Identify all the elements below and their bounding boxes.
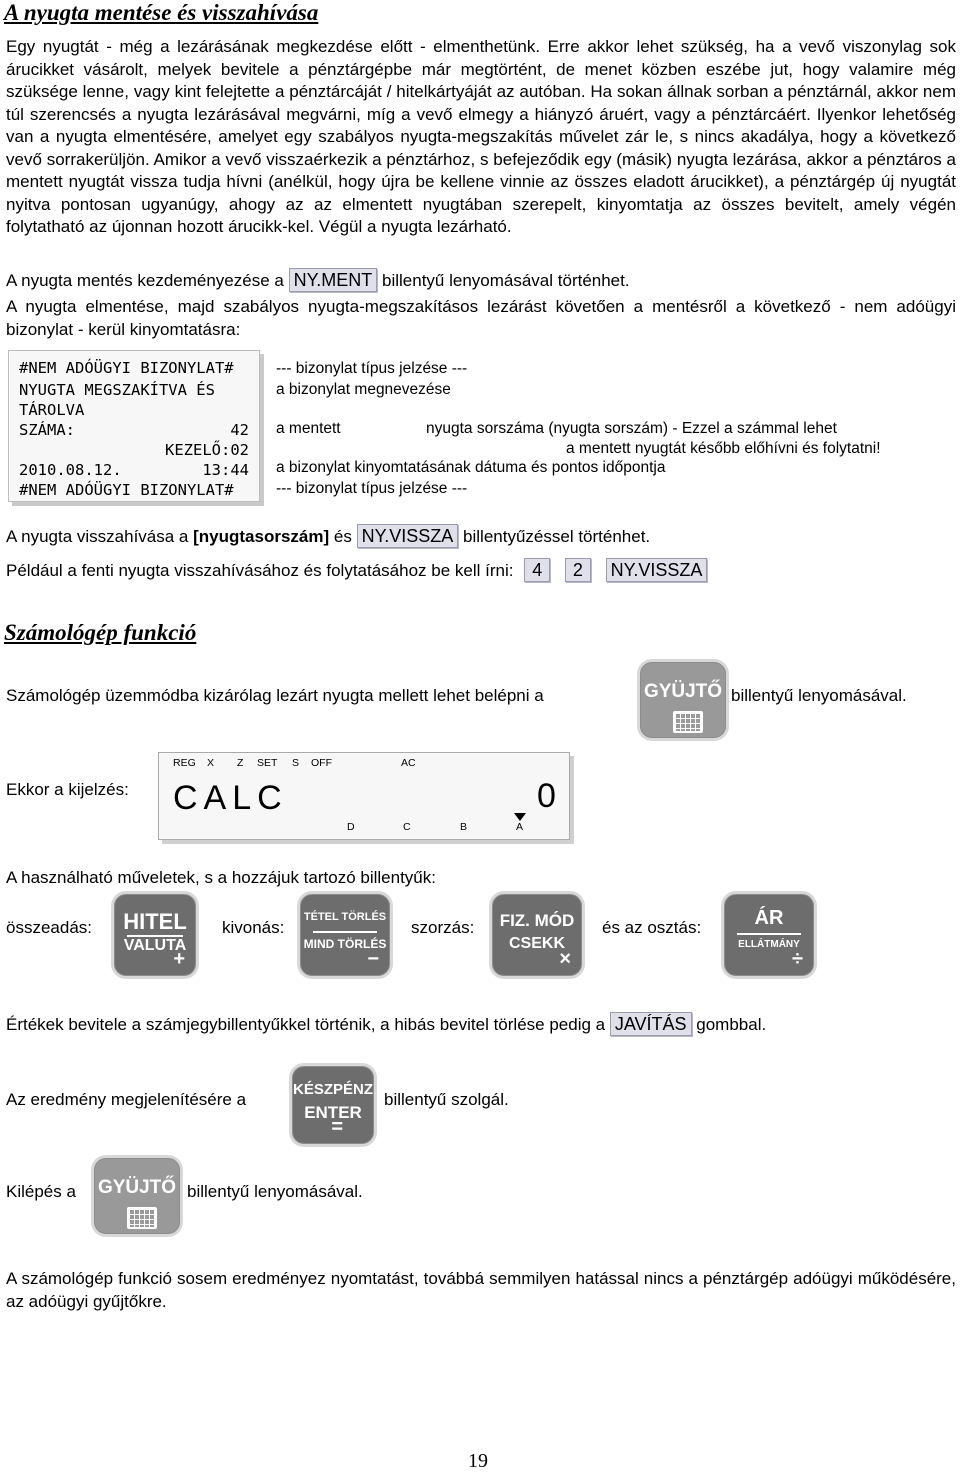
note-type-end: --- bizonylat típus jelzése --- xyxy=(276,480,468,497)
ops-intro: A használható műveletek, s a hozzájuk tartozó billentyűk: xyxy=(6,868,436,887)
keszpenz-label: KÉSZPÉNZ xyxy=(293,1081,374,1098)
fiz-mod-label: FIZ. MÓD xyxy=(499,911,575,930)
ny-vissza-key: NY.VISSZA xyxy=(357,524,459,548)
receipt-operator: KEZELŐ:02 xyxy=(165,441,249,459)
key-separator xyxy=(313,931,377,933)
lcd-ind-s: S xyxy=(292,757,300,769)
receipt-number-label: SZÁMA: xyxy=(19,421,75,439)
enter-calc-after: billentyű lenyomásával. xyxy=(731,686,907,705)
lcd-ind-c: C xyxy=(403,821,411,833)
save-line-after: billentyű lenyomásával történhet. xyxy=(382,271,630,290)
key-separator xyxy=(737,933,801,935)
gyujto-key-exit-label: GYÜJTŐ xyxy=(97,1177,177,1198)
hitel-valuta-key xyxy=(114,894,196,976)
result-after: billentyű szolgál. xyxy=(384,1090,509,1109)
mul-label: szorzás: xyxy=(411,918,475,937)
ny-ment-key: NY.MENT xyxy=(289,268,378,292)
gyujto-key-exit xyxy=(94,1158,180,1234)
input-before: Értékek bevitele a számjegybillentyűkkel történik, a hibás bevitel törlése pedig a xyxy=(6,1015,606,1034)
receipt-sample xyxy=(8,350,260,502)
lcd-ind-x: X xyxy=(207,757,215,769)
javitas-key: JAVÍTÁS xyxy=(610,1012,692,1036)
ny-vissza-key-example: NY.VISSZA xyxy=(606,558,708,582)
section-title-calculator: Számológép funkció xyxy=(4,620,197,645)
lcd-ind-d: D xyxy=(347,821,355,833)
equals-icon: = xyxy=(331,1116,343,1138)
recall-after: billentyűzéssel történhet. xyxy=(463,527,651,546)
recall-example-text: Például a fenti nyugta visszahívásához és folytatásához be kell írni: xyxy=(6,561,514,580)
lcd-display xyxy=(158,752,570,840)
note-recall: a mentett nyugtát később előhívni és folytatni! xyxy=(566,440,881,457)
lcd-cursor-triangle xyxy=(514,813,526,821)
page-number: 19 xyxy=(468,1450,488,1472)
note-date: a bizonylat kinyomtatásának dátuma és pontos időpontja xyxy=(276,459,666,476)
minus-icon: − xyxy=(367,948,379,970)
lcd-ind-b: B xyxy=(460,821,468,833)
display-label: Ekkor a kijelzés: xyxy=(6,780,129,799)
recall-example-line xyxy=(6,558,707,582)
input-after: gombbal. xyxy=(696,1015,767,1034)
lcd-ind-set: SET xyxy=(257,757,278,769)
calculator-grid-icon xyxy=(127,1207,157,1229)
mind-torles-label: MIND TÖRLÉS xyxy=(303,937,387,951)
result-before: Az eredmény megjelenítésére a xyxy=(6,1090,247,1109)
save-key-line xyxy=(6,268,630,292)
note-type: --- bizonylat típus jelzése --- xyxy=(276,360,468,377)
times-icon: × xyxy=(559,948,571,970)
receipt-line-type-end: #NEM ADÓÜGYI BIZONYLAT# xyxy=(19,481,234,499)
digit-key-2: 2 xyxy=(565,558,591,582)
paragraph-receipt-intro: A nyugta elmentése, majd szabályos nyugta-megszakításos lezárást követően a mentésről a következő - nem adóügyi bizonylat - kerül kinyomtatásra: xyxy=(6,297,956,339)
lcd-ind-reg: REG xyxy=(173,757,196,769)
recall-receipt-number: [nyugtasorszám] xyxy=(193,527,330,546)
lcd-ind-z: Z xyxy=(237,757,244,769)
section-title-save-recall: A nyugta mentése és visszahívása xyxy=(4,0,319,25)
plus-icon: + xyxy=(173,948,185,970)
enter-calc-before: Számológép üzemmódba kizárólag lezárt nyugta mellett lehet belépni a xyxy=(6,686,544,705)
valuta-label: VALUTA xyxy=(123,937,187,954)
exit-after: billentyű lenyomásával. xyxy=(187,1182,363,1201)
receipt-date: 2010.08.12. xyxy=(19,461,122,479)
keszpenz-enter-key xyxy=(292,1066,374,1144)
csekk-label: CSEKK xyxy=(508,935,565,952)
note-saved: a mentett xyxy=(276,420,341,437)
gyujto-key xyxy=(640,662,726,738)
receipt-line-name: NYUGTA MEGSZAKÍTVA ÉS xyxy=(19,381,215,399)
lcd-ind-a: A xyxy=(516,821,524,833)
fiz-mod-key xyxy=(492,894,582,976)
save-line-before: A nyugta mentés kezdeményezése a xyxy=(6,271,284,290)
lcd-value: 0 xyxy=(537,777,556,815)
div-label: és az osztás: xyxy=(602,918,702,937)
paragraph-intro: Egy nyugtát - még a lezárásának megkezdése előtt - elmenthetünk. Erre akkor lehet szükség, ha a vevő viszonylag sok árucikket vásárolt, melyek bevitele a pénztárgépbe már megtörtént, de menet közben eszébe jut, hogy valamire még szüksége lenne, vagy kint felejtette a pénztárcáját / hitelkártyáját az autóban. Ha sokan állnak sorban a pénztárnál, akkor nem túl szerencsés a nyugta lezárásával megvárni, míg a vevő elmegy a hiányzó áruért, vagy a pénztárcáért. Ilyenkor lehetőség van a nyugta elmentésére, amelyet egy szabályos nyugta-megszakítás művelet zár le, s nincs akadálya, hogy a következő vevő sorrakerüljön. Amikor a vevő visszaérkezik a pénztárhoz, s befejeződik egy (másik) nyugta lezárása, akkor a pénztáros a mentett nyugtát vissza tudja hívni (anélkül, hogy újra be kellene vinnie az összes eladott árucikket), a pénztárgép új nyugtát nyitva pontosan ugyanúgy, ahogy az az elmentett nyugtában szerepelt, kinyomtatja az összes bevitelt, amely végén folytatható az újonnan hozott árucikk-kel. Végül a nyugta lezárható. xyxy=(6,37,956,236)
gyujto-key-label: GYÜJTŐ xyxy=(643,681,723,702)
receipt-line-type: #NEM ADÓÜGYI BIZONYLAT# xyxy=(19,359,234,377)
note-number: nyugta sorszáma (nyugta sorszám) - Ezzel a számmal lehet xyxy=(426,420,837,437)
recall-and: és xyxy=(333,527,352,546)
exit-before: Kilépés a xyxy=(6,1182,76,1201)
lcd-ind-ac: AC xyxy=(401,757,416,769)
add-label: összeadás: xyxy=(6,918,92,937)
enter-label: ENTER xyxy=(304,1103,362,1122)
ar-ellatmany-key xyxy=(724,894,814,976)
hitel-label: HITEL xyxy=(123,909,187,934)
tetel-torles-label: TÉTEL TÖRLÉS xyxy=(303,911,387,923)
lcd-ind-off: OFF xyxy=(311,757,332,769)
ar-label: ÁR xyxy=(754,907,784,929)
recall-line xyxy=(6,524,650,548)
tetel-torles-key xyxy=(300,894,390,976)
divide-icon: ÷ xyxy=(792,948,803,970)
receipt-line-name-2: TÁROLVA xyxy=(19,401,85,419)
receipt-number-value: 42 xyxy=(230,421,249,439)
receipt-time: 13:44 xyxy=(202,461,249,479)
note-name: a bizonylat megnevezése xyxy=(276,381,451,398)
recall-before: A nyugta visszahívása a xyxy=(6,527,189,546)
ellatmany-label: ELLÁTMÁNY xyxy=(738,939,800,950)
input-line xyxy=(6,1012,766,1036)
calculator-grid-icon xyxy=(673,711,703,733)
lcd-text: CALC xyxy=(173,779,288,817)
sub-label: kivonás: xyxy=(222,918,285,937)
final-paragraph: A számológép funkció sosem eredményez nyomtatást, továbbá semmilyen hatással nincs a pénztárgép adóügyi működésére, az adóügyi gyűjtőkre. xyxy=(6,1269,956,1311)
digit-key-4: 4 xyxy=(524,558,550,582)
